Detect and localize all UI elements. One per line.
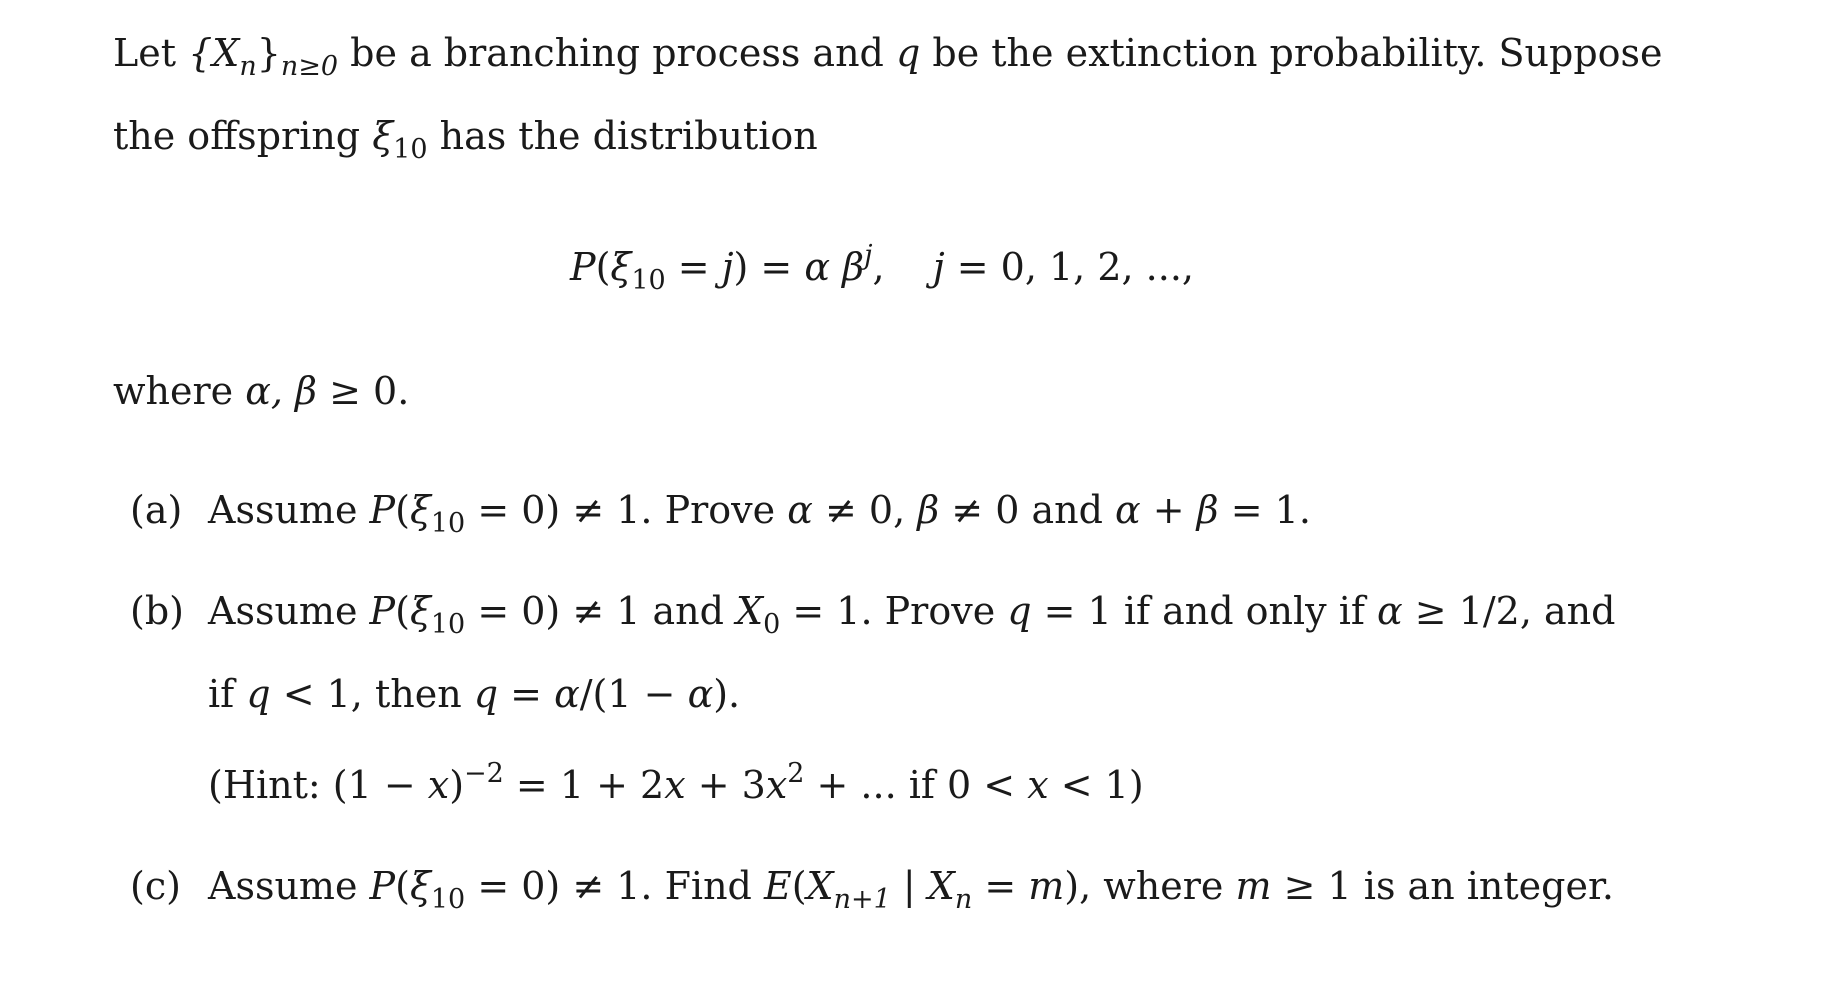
math-subscript: 10 [430, 508, 466, 539]
intro-text: be a branching process and [338, 31, 896, 75]
math-var: β [830, 245, 865, 289]
item-text: ≥ 1/2, and [1402, 589, 1616, 633]
math-subscript: n [239, 51, 257, 82]
hint-text: ) [449, 763, 465, 807]
math-var: α [554, 672, 580, 716]
math-var: X [927, 864, 955, 908]
math-op: ( [395, 589, 410, 633]
item-text: ≥ 1 is an integer. [1271, 864, 1615, 908]
math-var: β [917, 488, 940, 532]
math-var: x [664, 763, 686, 807]
math-op: = [972, 864, 1029, 908]
math-subscript: n [954, 884, 973, 915]
math-var: P [369, 589, 396, 633]
math-var: α [687, 672, 714, 716]
intro-text: be the extinction probability. Suppose [920, 31, 1663, 75]
where-text: ≥ 0. [317, 369, 410, 413]
item-text: = 1. Prove [780, 589, 1008, 633]
intro-line-1 [113, 30, 1663, 82]
math-var: α [804, 245, 830, 289]
item-text: = 0) ≠ 1 and [465, 589, 737, 633]
math-var: q [1007, 589, 1032, 633]
list-item-c [130, 863, 1615, 915]
math-set-close: } [256, 31, 281, 75]
math-op: = 0, 1, 2, ..., [944, 245, 1194, 289]
item-text: + [1140, 488, 1197, 532]
math-var: x [765, 763, 788, 807]
math-space [885, 245, 933, 289]
math-superscript: j [864, 240, 873, 271]
intro-text: the offspring [113, 114, 373, 158]
item-text: ≠ 0 and [939, 488, 1115, 532]
math-subscript: 10 [393, 134, 428, 165]
list-item-b [130, 588, 1616, 640]
math-subscript: 10 [430, 884, 466, 915]
math-var: x [427, 763, 450, 807]
item-text: < 1, then [270, 672, 474, 716]
list-item-b-line-2 [208, 671, 740, 717]
math-var: x [1027, 763, 1049, 807]
item-label: (b) [130, 589, 184, 633]
math-var: α, β [245, 369, 318, 413]
math-var: α [1377, 589, 1403, 633]
math-var: q [246, 672, 271, 716]
math-var: ξ [372, 114, 394, 158]
item-text: if [208, 672, 247, 716]
math-var: ξ [409, 864, 431, 908]
math-subscript: 10 [430, 609, 466, 640]
item-text: = 0) ≠ 1. Prove [465, 488, 788, 532]
item-text: Assume [208, 864, 370, 908]
math-var: m [1028, 864, 1065, 908]
math-op: ( [395, 864, 410, 908]
math-var: P [369, 864, 396, 908]
math-var: q [473, 672, 499, 716]
math-superscript: 2 [787, 758, 805, 789]
math-set-open: {X [188, 31, 240, 75]
math-subscript: 0 [763, 609, 781, 640]
math-subscript: n+1 [833, 884, 891, 915]
item-text: Assume [208, 589, 370, 633]
hint-text: = 1 + 2 [503, 763, 665, 807]
math-var: m [1235, 864, 1272, 908]
math-var: ξ [610, 245, 632, 289]
math-var: X [736, 589, 764, 633]
math-var: P [570, 245, 596, 289]
math-var: E [763, 864, 792, 908]
math-op: ) = [733, 245, 805, 289]
item-label: (c) [130, 864, 181, 908]
intro-text: Let [113, 31, 189, 75]
math-var: j [932, 245, 945, 289]
item-text: = [498, 672, 555, 716]
math-subscript: 10 [631, 265, 666, 296]
math-op: | [890, 864, 928, 908]
math-var: j [721, 245, 734, 289]
item-text: = 1 if and only if [1031, 589, 1378, 633]
hint-text: + 3 [685, 763, 766, 807]
math-op: = [665, 245, 722, 289]
where-line [113, 368, 409, 414]
item-text: /(1 − [579, 672, 688, 716]
display-formula [570, 240, 1194, 296]
item-text: = 1. [1218, 488, 1311, 532]
list-item-b-hint [208, 758, 1144, 808]
item-label: (a) [130, 488, 183, 532]
hint-text: (Hint: (1 − [208, 763, 428, 807]
intro-line-2 [113, 113, 818, 165]
item-text: Assume [208, 488, 370, 532]
math-var: α [1115, 488, 1141, 532]
math-var: q [895, 31, 921, 75]
item-text: ). [713, 672, 741, 716]
intro-text: has the distribution [427, 114, 818, 158]
item-text: ≠ 0, [812, 488, 918, 532]
math-superscript: −2 [464, 758, 504, 789]
hint-text: < 1) [1048, 763, 1144, 807]
math-op: ( [791, 864, 807, 908]
hint-text: + ... if 0 < [804, 763, 1028, 807]
math-op: ( [395, 488, 410, 532]
where-text: where [113, 369, 246, 413]
math-var: X [806, 864, 834, 908]
math-var: β [1196, 488, 1219, 532]
math-var: α [787, 488, 813, 532]
list-item-a [130, 487, 1311, 539]
math-subscript: n≥0 [280, 51, 339, 82]
item-text: ), where [1064, 864, 1236, 908]
item-text: = 0) ≠ 1. Find [465, 864, 764, 908]
math-var: ξ [409, 589, 431, 633]
math-op: , [872, 245, 885, 289]
math-op: ( [595, 245, 611, 289]
math-var: P [369, 488, 396, 532]
math-var: ξ [409, 488, 431, 532]
